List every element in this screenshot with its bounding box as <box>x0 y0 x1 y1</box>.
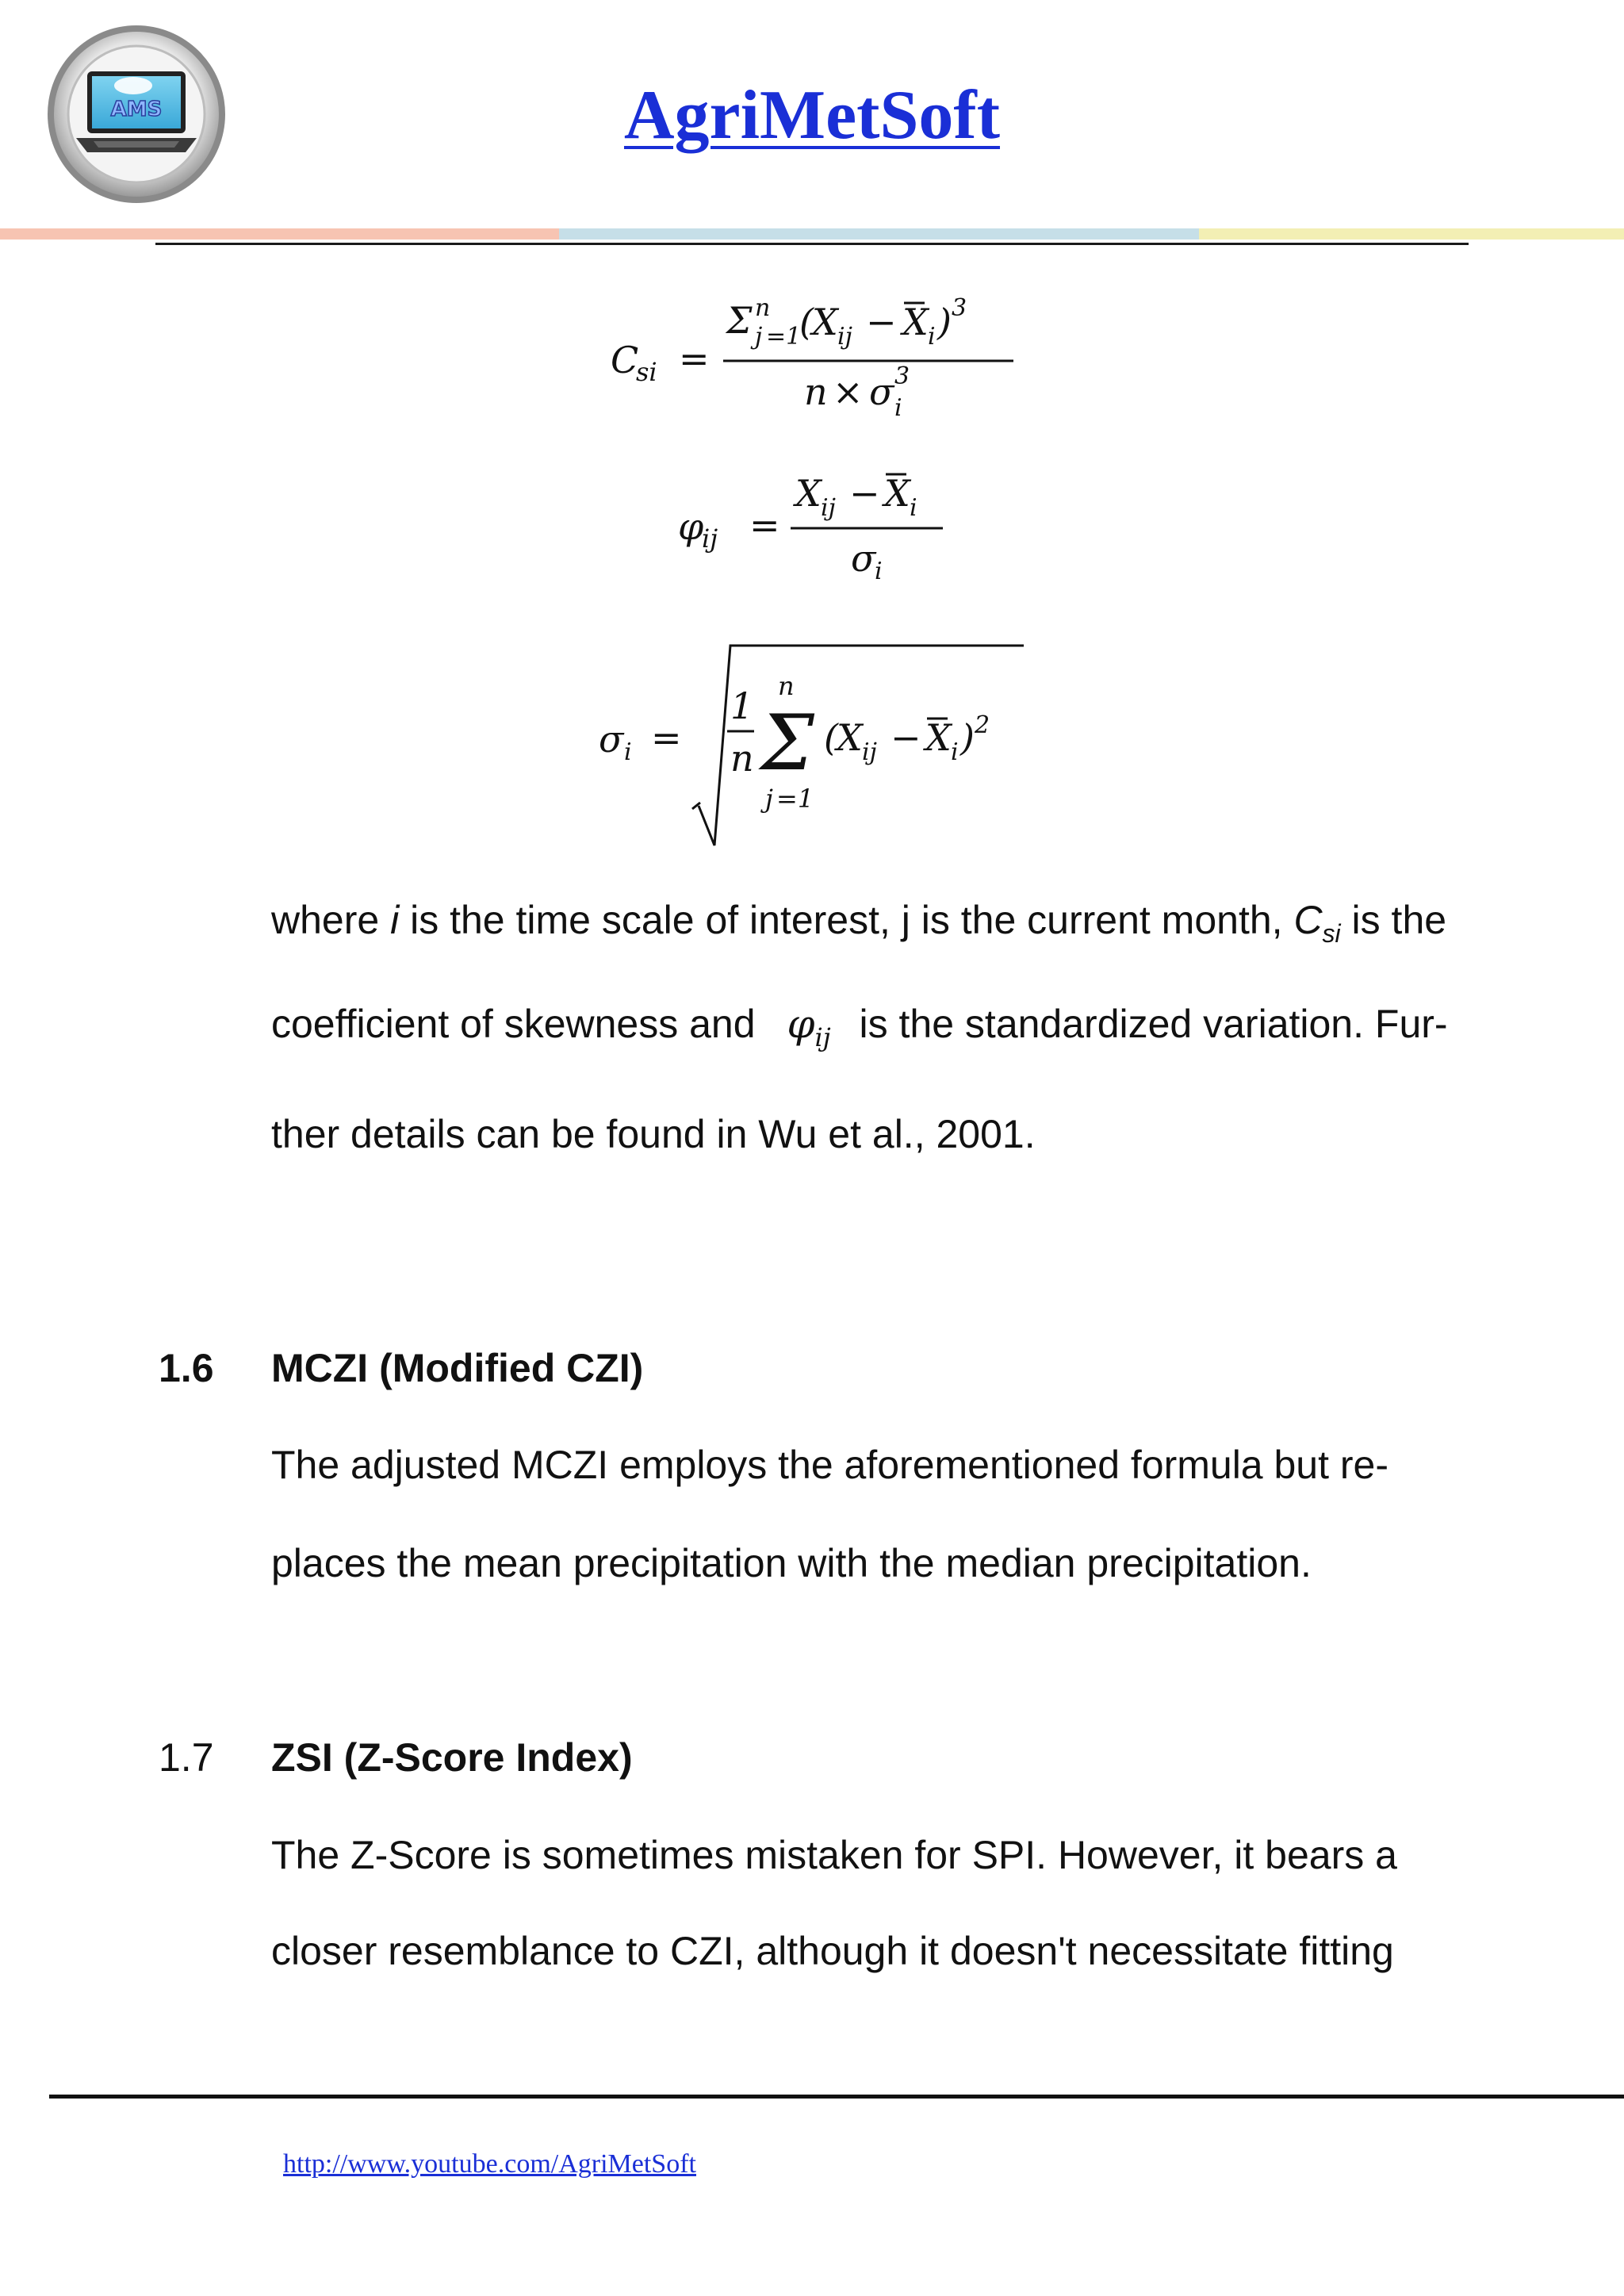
header-stripe-right <box>1199 228 1624 240</box>
svg-text:AMS: AMS <box>110 98 163 121</box>
svg-text:ij: ij <box>821 494 836 522</box>
section-title-1-7: ZSI (Z-Score Index) <box>271 1735 633 1780</box>
svg-text:2: 2 <box>975 711 990 739</box>
svg-text:ij: ij <box>862 738 877 766</box>
svg-text:ij: ij <box>837 323 852 351</box>
svg-text:×: × <box>833 370 864 413</box>
svg-text:): ) <box>960 716 975 759</box>
svg-text:φ: φ <box>678 505 704 548</box>
svg-text:): ) <box>937 301 952 343</box>
svg-text:1: 1 <box>730 684 754 727</box>
svg-text:=1: =1 <box>766 323 802 351</box>
svg-text:(: ( <box>799 301 814 343</box>
svg-text:n: n <box>755 294 771 322</box>
svg-text:X: X <box>884 472 910 515</box>
equation-skewness <box>611 286 1023 428</box>
equation-standardized-variation <box>678 466 948 585</box>
svg-text:−: − <box>849 472 880 515</box>
svg-text:σ: σ <box>869 370 894 413</box>
paragraph-line-2: coefficient of skewness and $\varphi_{ij}$ is the standardized variation. Fur- <box>271 1004 1477 1057</box>
svg-text:3: 3 <box>894 362 910 390</box>
svg-text:σ: σ <box>599 718 624 761</box>
section-1-6-line-1: The adjusted MCZI employs the aforementioned formula but re- <box>271 1443 1389 1487</box>
svg-text:i: i <box>951 738 959 766</box>
svg-text:C: C <box>611 339 639 381</box>
svg-text:(: ( <box>824 716 838 759</box>
footer-youtube-link[interactable]: http://www.youtube.com/AgriMetSoft <box>283 2149 696 2179</box>
svg-text:n: n <box>778 671 795 701</box>
header-rule <box>155 243 1469 245</box>
svg-text:3: 3 <box>952 294 967 322</box>
header-stripe-middle <box>559 228 1199 240</box>
header-stripe-left <box>0 228 559 240</box>
paragraph-line-1: where i is the time scale of interest, j is the current month, $C_{si}$ is the <box>271 898 1447 948</box>
svg-text:−: − <box>866 301 897 343</box>
svg-text:Σ: Σ <box>760 699 814 788</box>
equation-standard-deviation <box>599 634 1027 849</box>
section-number-1-7: 1.7 <box>159 1735 214 1780</box>
svg-text:Σ: Σ <box>726 299 753 342</box>
svg-text:=: = <box>679 337 710 380</box>
svg-text:i: i <box>910 494 917 522</box>
svg-text:i: i <box>624 738 632 766</box>
svg-text:j: j <box>755 323 763 351</box>
svg-text:X: X <box>925 716 952 759</box>
footer-rule <box>49 2095 1624 2099</box>
brand-title[interactable]: AgriMetSoft <box>623 77 1001 154</box>
svg-text:i: i <box>875 558 883 585</box>
section-1-7-line-1: The Z-Score is sometimes mistaken for SPI. However, it bears a <box>271 1833 1397 1877</box>
svg-text:X: X <box>902 301 929 343</box>
section-1-6-line-2: places the mean precipitation with the median precipitation. <box>271 1541 1312 1585</box>
svg-text:j: j <box>765 784 773 814</box>
paragraph-line-3: ther details can be found in Wu et al., 2001. <box>271 1112 1036 1156</box>
svg-text:−: − <box>891 716 921 759</box>
section-title-1-6: MCZI (Modified CZI) <box>271 1346 644 1390</box>
svg-text:=1: =1 <box>776 784 814 814</box>
svg-text:n: n <box>730 737 754 780</box>
svg-text:i: i <box>894 394 902 422</box>
section-number-1-6: 1.6 <box>159 1346 214 1390</box>
svg-text:σ: σ <box>851 537 876 580</box>
svg-text:ij: ij <box>702 523 718 554</box>
svg-text:i: i <box>928 323 936 351</box>
svg-text:si: si <box>636 357 657 387</box>
svg-text:X: X <box>812 301 838 343</box>
svg-text:X: X <box>837 716 863 759</box>
phi-ij-symbol: $\varphi_{ij}$ <box>787 1001 831 1052</box>
svg-text:=: = <box>749 504 780 546</box>
svg-text:=: = <box>651 716 682 759</box>
section-1-7-line-2: closer resemblance to CZI, although it doesn't necessitate fitting <box>271 1929 1394 1973</box>
svg-text:n: n <box>804 370 828 413</box>
svg-text:X: X <box>795 472 822 515</box>
